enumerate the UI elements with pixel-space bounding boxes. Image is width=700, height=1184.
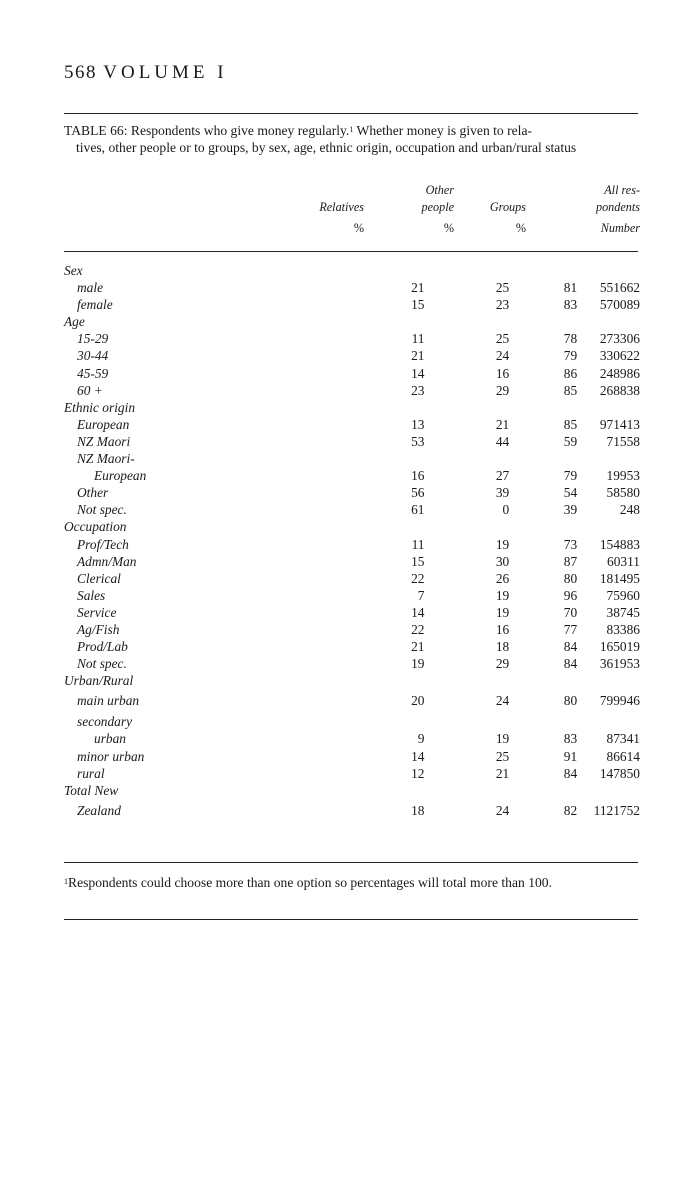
cell-value (509, 399, 577, 416)
row-label: Other (77, 485, 109, 501)
cell-value: 1121752 (593, 802, 640, 818)
cell-value (312, 672, 425, 689)
cell-value (312, 450, 425, 467)
cell-value: 25 (495, 280, 510, 296)
cell-value: 75960 (606, 587, 640, 603)
table-row (64, 279, 640, 296)
cell-value: 78 (563, 331, 578, 347)
cell-value: 79 (563, 348, 578, 364)
cell-value: 361953 (599, 656, 640, 672)
cell-value: 18 (495, 639, 510, 655)
cell-value: 70 (563, 604, 578, 620)
row-label: main urban (77, 693, 140, 709)
table-body (64, 262, 640, 823)
table-caption (64, 123, 639, 156)
table-group-row (64, 672, 640, 689)
cell-value: 19 (495, 536, 510, 552)
cell-value: 19 (495, 587, 510, 603)
cell-value: 268838 (599, 382, 640, 398)
table-row (64, 501, 640, 518)
table-row (64, 347, 640, 364)
row-label: Clerical (77, 570, 121, 586)
table-group-row (64, 313, 640, 330)
cell-value: 14 (411, 365, 425, 381)
table-row (64, 570, 640, 587)
row-label: NZ Maori (77, 433, 131, 449)
table-row (64, 433, 640, 450)
table-row (64, 638, 640, 655)
cell-value (424, 450, 509, 467)
cell-value: 80 (563, 693, 578, 709)
cell-value (312, 262, 425, 279)
cell-value: 25 (495, 331, 510, 347)
row-label: Total New (64, 782, 119, 798)
cell-value: 86614 (606, 748, 640, 764)
col-header-line2: pondents (595, 200, 640, 214)
cell-value: 799946 (599, 693, 640, 709)
table-row (64, 621, 640, 638)
cell-value: 81 (563, 280, 578, 296)
cell-value: 96 (563, 587, 578, 603)
table-row (64, 365, 640, 382)
cell-value (577, 262, 640, 279)
cell-value (424, 713, 509, 730)
row-label: Ethnic origin (64, 399, 136, 415)
cell-value: 84 (563, 765, 578, 781)
cell-value: 330622 (599, 348, 640, 364)
cell-value: 19953 (606, 468, 640, 484)
col-header-unit: % (353, 221, 364, 235)
cell-value: 61 (411, 502, 425, 518)
cell-value (509, 782, 577, 799)
cell-value (312, 399, 425, 416)
cell-value: 551662 (599, 280, 640, 296)
cell-value: 24 (495, 693, 510, 709)
cell-value: 19 (495, 731, 510, 747)
cell-value: 20 (411, 693, 425, 709)
cell-value: 570089 (599, 297, 640, 313)
cell-value (424, 262, 509, 279)
cell-value: 26 (495, 570, 510, 586)
cell-value: 21 (411, 639, 425, 655)
volume-label: VOLUME I (103, 62, 228, 83)
table-row (64, 536, 640, 553)
row-label: urban (94, 731, 126, 747)
cell-value: 12 (411, 765, 425, 781)
cell-value: 24 (495, 802, 510, 818)
cell-value: 248986 (599, 365, 640, 381)
table-row (64, 689, 640, 713)
cell-value (424, 782, 509, 799)
cell-value: 54 (563, 485, 578, 501)
cell-value: 29 (495, 382, 510, 398)
cell-value: 181495 (599, 570, 640, 586)
col-header-line2: Groups (489, 200, 526, 214)
cell-value: 30 (495, 553, 510, 569)
cell-value: 60311 (607, 553, 640, 569)
cell-value: 79 (563, 468, 578, 484)
cell-value (312, 782, 425, 799)
cell-value (577, 450, 640, 467)
row-label: Ag/Fish (77, 621, 120, 637)
cell-value: 19 (495, 604, 510, 620)
cell-value (577, 399, 640, 416)
col-header-unit: % (515, 221, 526, 235)
cell-value: 23 (411, 382, 425, 398)
cell-value: 0 (502, 502, 510, 518)
cell-value (424, 313, 509, 330)
row-label: Urban/Rural (64, 673, 134, 689)
cell-value: 21 (495, 416, 510, 432)
row-label: Age (64, 314, 85, 330)
running-head (64, 62, 228, 84)
row-label: Prof/Tech (77, 536, 129, 552)
cell-value: 22 (411, 570, 425, 586)
cell-value (577, 672, 640, 689)
row-label: female (77, 297, 113, 313)
cell-value: 15 (411, 297, 425, 313)
col-header-line2: Relatives (319, 200, 364, 214)
cell-value: 44 (495, 433, 510, 449)
row-label: 30-44 (77, 348, 109, 364)
row-label: 60 + (77, 382, 103, 398)
table-row (64, 484, 640, 501)
cell-value (577, 713, 640, 730)
cell-value: 85 (563, 382, 578, 398)
table-row (64, 655, 640, 672)
cell-value: 58580 (606, 485, 640, 501)
cell-value: 273306 (599, 331, 640, 347)
cell-value: 71558 (606, 433, 640, 449)
row-label: Admn/Man (77, 553, 137, 569)
table-row (64, 330, 640, 347)
table-group-row (64, 450, 640, 467)
table-row (64, 382, 640, 399)
col-header-all-respondents (526, 182, 640, 237)
cell-value (312, 313, 425, 330)
col-header-line1: Other (425, 183, 454, 197)
table-row (64, 730, 640, 747)
cell-value: 84 (563, 639, 578, 655)
cell-value: 29 (495, 656, 510, 672)
row-label: Prod/Lab (77, 639, 128, 655)
cell-value: 83 (563, 297, 578, 313)
cell-value: 85 (563, 416, 578, 432)
cell-value: 87341 (606, 731, 640, 747)
cell-value: 83386 (606, 621, 640, 637)
top-rule (64, 113, 638, 114)
cell-value: 80 (563, 570, 578, 586)
row-label: 45-59 (77, 365, 109, 381)
cell-value: 22 (411, 621, 425, 637)
col-header-unit: % (443, 221, 454, 235)
cell-value: 86 (563, 365, 578, 381)
cell-value: 147850 (599, 765, 640, 781)
cell-value: 248 (619, 502, 640, 518)
cell-value (424, 399, 509, 416)
cell-value: 21 (411, 348, 425, 364)
table-row (64, 748, 640, 765)
cell-value (577, 313, 640, 330)
cell-value: 59 (563, 433, 578, 449)
cell-value: 39 (563, 502, 578, 518)
cell-value (577, 518, 640, 535)
cell-value: 18 (411, 802, 425, 818)
col-header-line1 (244, 182, 364, 199)
cell-value (509, 518, 577, 535)
cell-value: 16 (411, 468, 425, 484)
cell-value: 19 (411, 656, 425, 672)
footnote-text: Respondents could choose more than one option so percentages will total more than 100. (68, 875, 552, 890)
cell-value: 53 (411, 433, 425, 449)
cell-value: 84 (563, 656, 578, 672)
cell-value: 165019 (599, 639, 640, 655)
footnote-rule (64, 919, 638, 920)
table-group-row (64, 782, 640, 799)
cell-value: 11 (411, 331, 425, 347)
cell-value: 154883 (599, 536, 640, 552)
cell-value: 21 (411, 280, 425, 296)
cell-value: 27 (495, 468, 510, 484)
col-header-line2: people (421, 200, 454, 214)
caption-footnote-marker: 1 (349, 125, 354, 134)
table-row (64, 604, 640, 621)
header-rule (64, 251, 638, 252)
cell-value: 7 (417, 587, 425, 603)
cell-value: 56 (411, 485, 425, 501)
cell-value: 11 (411, 536, 425, 552)
col-header-line1: All res- (604, 183, 640, 197)
table-group-row (64, 518, 640, 535)
cell-value (509, 713, 577, 730)
row-label: Service (77, 604, 117, 620)
caption-text-a: Whether money is given to rela- (353, 123, 533, 138)
footnote (64, 875, 640, 892)
page-number: 568 (64, 62, 97, 83)
cell-value: 9 (417, 731, 425, 747)
col-header-line1 (454, 182, 526, 199)
row-label: NZ Maori- (77, 451, 135, 467)
row-label: Occupation (64, 519, 127, 535)
cell-value (424, 672, 509, 689)
row-label: male (77, 280, 104, 296)
cell-value (509, 313, 577, 330)
col-header-relatives (244, 182, 364, 237)
row-label: European (94, 468, 147, 484)
row-label: minor urban (77, 748, 145, 764)
row-label: 15-29 (77, 331, 109, 347)
table-row (64, 799, 640, 823)
cell-value: 82 (563, 802, 578, 818)
table-row (64, 416, 640, 433)
cell-value (509, 450, 577, 467)
table-row (64, 296, 640, 313)
cell-value: 14 (411, 604, 425, 620)
row-label: Zealand (77, 802, 121, 818)
row-label: rural (77, 765, 105, 781)
cell-value (312, 713, 425, 730)
cell-value: 14 (411, 748, 425, 764)
cell-value: 83 (563, 731, 578, 747)
cell-value: 87 (563, 553, 578, 569)
bottom-rule (64, 862, 638, 863)
row-label: Not spec. (77, 502, 127, 518)
row-label: secondary (77, 714, 133, 730)
cell-value: 24 (495, 348, 510, 364)
caption-text-b: tives, other people or to groups, by sex, age, ethnic origin, occupation and urban/rural status (76, 139, 577, 155)
table-row (64, 765, 640, 782)
cell-value: 21 (495, 765, 510, 781)
data-table (64, 262, 640, 823)
cell-value: 16 (495, 365, 510, 381)
cell-value: 15 (411, 553, 425, 569)
row-label: Sales (77, 587, 106, 603)
cell-value: 39 (495, 485, 510, 501)
cell-value (509, 262, 577, 279)
cell-value (424, 518, 509, 535)
caption-label: TABLE 66: Respondents who give money regularly. (64, 123, 350, 138)
footnote-marker: 1 (64, 877, 68, 886)
cell-value (577, 782, 640, 799)
cell-value: 73 (563, 536, 578, 552)
table-group-row (64, 262, 640, 279)
cell-value (312, 518, 425, 535)
cell-value: 25 (495, 748, 510, 764)
cell-value: 16 (495, 621, 510, 637)
cell-value: 23 (495, 297, 510, 313)
cell-value: 971413 (599, 416, 640, 432)
col-header-unit: Number (600, 221, 640, 235)
cell-value: 38745 (606, 604, 640, 620)
col-header-groups (454, 182, 526, 237)
cell-value (509, 672, 577, 689)
col-header-other-people (364, 182, 454, 237)
cell-value: 13 (411, 416, 425, 432)
row-label: Not spec. (77, 656, 127, 672)
table-row (64, 553, 640, 570)
table-group-row (64, 713, 640, 730)
row-label: Sex (64, 263, 83, 278)
table-row (64, 467, 640, 484)
cell-value: 91 (563, 748, 578, 764)
row-label: European (77, 416, 130, 432)
table-group-row (64, 399, 640, 416)
cell-value: 77 (563, 621, 578, 637)
table-row (64, 587, 640, 604)
